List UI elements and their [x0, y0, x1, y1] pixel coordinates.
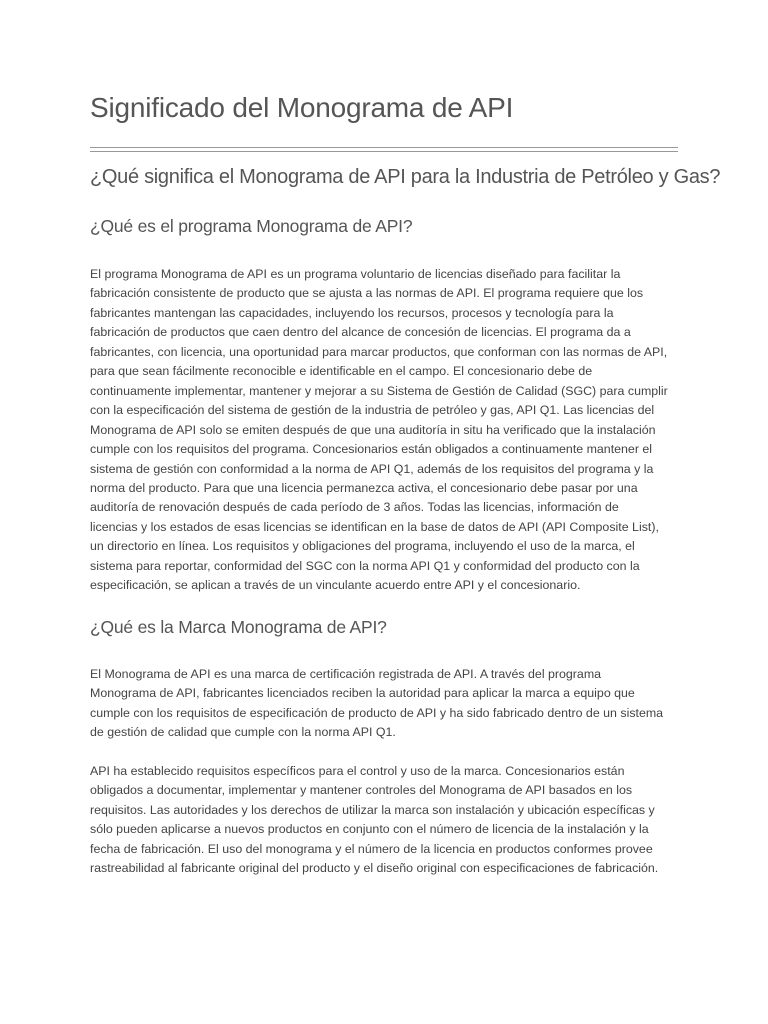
- page-title: Significado del Monograma de API: [90, 92, 514, 123]
- text-line: norma del producto. Para que una licencia permanezca activa, el concesionario debe pasar por una: [90, 480, 638, 495]
- document-subtitle: ¿Qué significa el Monograma de API para la Industria de Petróleo y Gas?: [90, 166, 721, 188]
- paragraph-marca-certificacion: [90, 665, 680, 743]
- text-line: cumple con los requisitos del programa. Concesionarios están obligados a continuamente mantener el: [90, 442, 653, 457]
- text-line: un directorio en línea. Los requisitos y obligaciones del programa, incluyendo el uso de la marca, el: [90, 539, 635, 554]
- text-line: con la especificación del sistema de gestión de la industria de petróleo y gas, API Q1. Las licencias del: [90, 403, 655, 418]
- text-line: obligados a documentar, implementar y mantener controles del Monograma de API basados en los: [90, 783, 633, 798]
- text-line: fabricantes, con licencia, una oportunidad para marcar productos, que conforman con las normas de API,: [90, 344, 668, 359]
- text-line: especificación, se aplican a través de un vinculante acuerdo entre API y el concesionario.: [90, 578, 581, 593]
- text-line: de gestión de calidad que cumple con la norma API Q1.: [90, 725, 396, 740]
- paragraph-marca-control: [90, 762, 680, 879]
- section-heading-marca: ¿Qué es la Marca Monograma de API?: [90, 617, 387, 637]
- text-line: para que sean fácilmente reconocible e identificable en el campo. El concesionario debe de: [90, 364, 593, 379]
- title-divider: [90, 147, 678, 152]
- text-line: sólo pueden aplicarse a nuevos productos en conjunto con el número de licencia de la instalación y la: [90, 822, 649, 837]
- text-line: sistema de gestión con conformidad a la norma de API Q1, además de los requisitos del programa y la: [90, 461, 654, 476]
- text-line: rastreabilidad al fabricante original del producto y el diseño original con especificaciones de fabricación.: [90, 861, 659, 876]
- text-line: El programa Monograma de API es un programa voluntario de licencias diseñado para facilitar la: [90, 267, 621, 281]
- text-line: fabricantes mantengan las capacidades, incluyendo los recursos, procesos y tecnología para la: [90, 305, 614, 320]
- text-line: fabricación de productos que caen dentro del alcance de concesión de licencias. El programa da a: [90, 325, 631, 340]
- text-line: cumple con los requisitos de especificación de producto de API y ha sido fabricado dentro de un sistema: [90, 705, 664, 720]
- text-line: El Monograma de API es una marca de certificación registrada de API. A través del programa: [90, 667, 602, 681]
- text-line: fabricación consistente de producto que se ajusta a las normas de API. El programa requiere que los: [90, 286, 644, 301]
- text-line: API ha establecido requisitos específicos para el control y uso de la marca. Concesionarios están: [90, 764, 625, 778]
- paragraph-programa: [90, 265, 680, 596]
- text-line: auditoría de renovación después de cada período de 3 años. Todas las licencias, información de: [90, 500, 619, 515]
- text-line: sistema para reportar, conformidad del SGC con la norma API Q1 y conformidad del producto con la: [90, 558, 640, 573]
- section-heading-programa: ¿Qué es el programa Monograma de API?: [90, 216, 413, 236]
- text-line: requisitos. Las autoridades y los derechos de utilizar la marca son instalación y ubicación específicas y: [90, 802, 655, 817]
- text-line: licencias y los estados de esas licencias se identifican en la base de datos de API (API Composite List),: [90, 519, 659, 534]
- text-line: fecha de fabricación. El uso del monograma y el número de la licencia en productos conformes provee: [90, 841, 653, 856]
- text-line: Monograma de API, fabricantes licenciados reciben la autoridad para aplicar la marca a equipo que: [90, 686, 635, 701]
- text-line: continuamente implementar, mantener y mejorar a su Sistema de Gestión de Calidad (SGC) para cumplir: [90, 383, 668, 398]
- text-line: Monograma de API solo se emiten después de que una auditoría in situ ha verificado que la instalación: [90, 422, 656, 437]
